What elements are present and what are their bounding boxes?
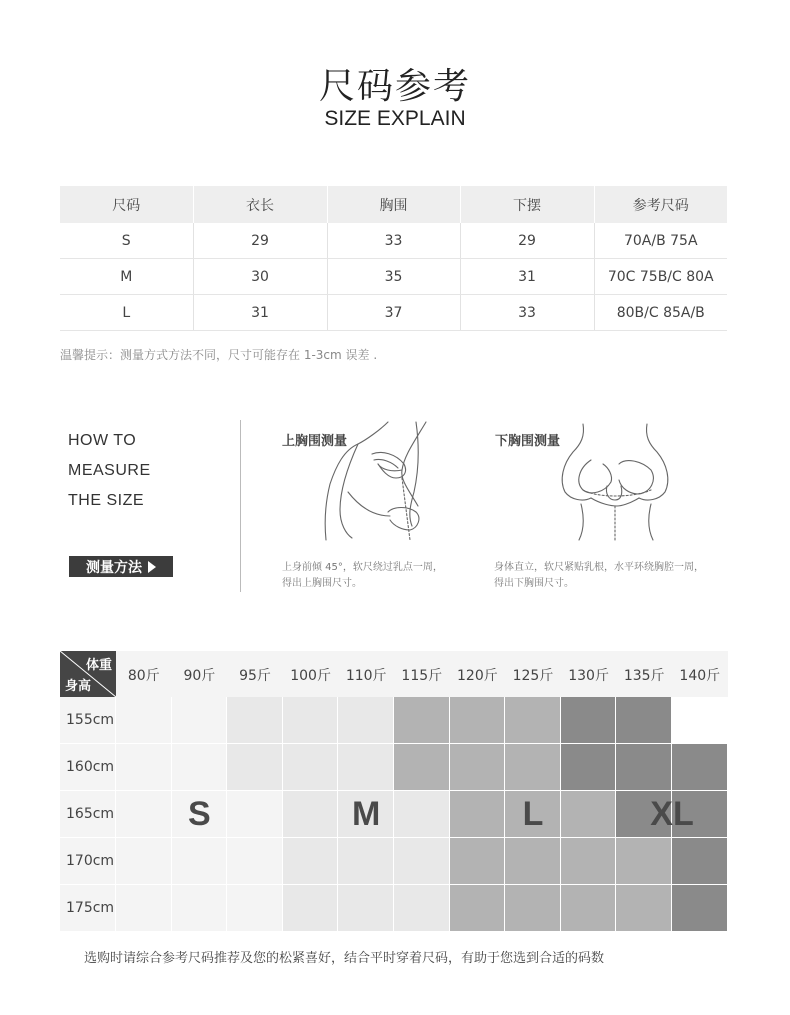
grid-cell	[672, 885, 728, 932]
grid-cell	[505, 744, 561, 791]
height-label: 170cm	[66, 853, 115, 869]
grid-cell	[172, 838, 228, 885]
size-note: 温馨提示：测量方式方法不同，尺寸可能存在 1-3cm 误差 .	[60, 348, 378, 362]
grid-cell	[116, 838, 172, 885]
weight-header-cell: 110斤	[345, 668, 387, 684]
corner-weight-label: 体重	[85, 658, 112, 673]
grid-cell	[338, 838, 394, 885]
grid-cell	[338, 885, 394, 932]
grid-cell	[505, 697, 561, 744]
weight-header-cell: 130斤	[568, 668, 609, 684]
size-label-m: M	[352, 795, 381, 833]
grid-cell	[450, 885, 506, 932]
grid-cell	[227, 744, 283, 791]
howto-line: THE SIZE	[68, 492, 145, 509]
grid-cell	[505, 838, 561, 885]
grid-footnote: 选购时请综合参考尺码推荐及您的松紧喜好，结合平时穿着尺码，有助于您选到合适的码数	[84, 951, 605, 966]
table-row	[60, 295, 727, 331]
grid-cell	[616, 697, 672, 744]
upper-bust-title: 上胸围测量	[282, 434, 348, 449]
table-cell: 33	[460, 295, 594, 331]
size-table-header-row	[60, 186, 727, 223]
grid-cell	[672, 744, 728, 791]
table-cell: 80B/C 85A/B	[594, 295, 727, 331]
grid-cell	[505, 885, 561, 932]
height-label: 155cm	[66, 712, 115, 728]
table-cell: 33	[327, 223, 460, 259]
col-header-length: 衣长	[193, 186, 327, 223]
grid-cell	[394, 744, 450, 791]
weight-header-cell: 115斤	[401, 668, 443, 684]
height-label: 165cm	[66, 806, 115, 822]
weight-header-cell: 90斤	[183, 668, 216, 684]
grid-cell	[227, 885, 283, 932]
grid-cell	[172, 697, 228, 744]
table-cell: 29	[193, 223, 327, 259]
grid-cell	[227, 838, 283, 885]
page-subtitle: SIZE EXPLAIN	[324, 107, 466, 130]
grid-cell	[672, 838, 728, 885]
size-table	[60, 186, 727, 331]
howto-line: MEASURE	[68, 462, 151, 479]
table-cell: S	[60, 223, 193, 259]
grid-cell	[561, 838, 617, 885]
grid-cell	[283, 885, 339, 932]
grid-cell	[616, 744, 672, 791]
grid-cell	[283, 744, 339, 791]
grid-cell	[283, 697, 339, 744]
upper-bust-description	[282, 560, 512, 592]
weight-header-cell: 120斤	[457, 668, 498, 684]
height-label: 160cm	[66, 759, 115, 775]
section-divider	[240, 420, 241, 592]
upper-bust-figure-icon	[318, 420, 438, 542]
table-cell: 29	[460, 223, 594, 259]
grid-cell	[394, 697, 450, 744]
upper-bust-desc-line: 得出上胸围尺寸。	[282, 578, 362, 589]
height-label: 175cm	[66, 900, 115, 916]
col-header-hem: 下摆	[460, 186, 594, 223]
table-cell: M	[60, 259, 193, 295]
table-cell: 30	[193, 259, 327, 295]
size-label-l: L	[522, 795, 544, 833]
grid-cell	[616, 838, 672, 885]
grid-cell	[172, 744, 228, 791]
lower-bust-description	[494, 560, 724, 592]
grid-cell	[450, 838, 506, 885]
measure-method-button[interactable]	[69, 556, 173, 577]
grid-corner-header	[60, 651, 116, 697]
table-cell: 70A/B 75A	[594, 223, 727, 259]
weight-header-cell: 125斤	[512, 668, 554, 684]
grid-cell	[338, 697, 394, 744]
weight-header-cell: 95斤	[239, 668, 271, 684]
weight-header-cell: 100斤	[290, 668, 331, 684]
grid-cell	[561, 744, 617, 791]
table-cell: L	[60, 295, 193, 331]
col-header-bust: 胸围	[327, 186, 460, 223]
weight-header-cell: 140斤	[679, 668, 721, 684]
grid-cell	[394, 885, 450, 932]
lower-bust-title: 下胸围测量	[495, 434, 561, 449]
grid-cell	[394, 838, 450, 885]
grid-cell	[616, 885, 672, 932]
col-header-ref-size: 参考尺码	[594, 186, 727, 223]
grid-cell	[172, 885, 228, 932]
size-label-xl: XL	[650, 795, 694, 833]
howto-line: HOW TO	[68, 432, 137, 449]
table-cell: 70C 75B/C 80A	[594, 259, 727, 295]
measure-method-label: 测量方法	[86, 559, 142, 576]
grid-cell	[227, 697, 283, 744]
weight-header-cell: 135斤	[623, 668, 665, 684]
table-cell: 31	[460, 259, 594, 295]
weight-header-cell: 80斤	[127, 668, 160, 684]
table-cell: 37	[327, 295, 460, 331]
grid-cell	[283, 838, 339, 885]
table-cell: 35	[327, 259, 460, 295]
grid-cell	[561, 697, 617, 744]
table-row	[60, 223, 727, 259]
grid-cell	[450, 744, 506, 791]
grid-cell	[116, 885, 172, 932]
lower-bust-desc-line: 得出下胸围尺寸。	[494, 578, 574, 589]
col-header-size: 尺码	[60, 186, 193, 223]
grid-cell	[116, 697, 172, 744]
lower-bust-desc-line: 身体直立，软尺紧贴乳根，水平环绕胸腔一周，	[494, 562, 704, 573]
size-label-s: S	[188, 795, 211, 833]
corner-height-label: 身高	[65, 679, 92, 694]
upper-bust-desc-line: 上身前倾 45°，软尺绕过乳点一周，	[282, 562, 443, 573]
grid-cell	[561, 885, 617, 932]
page-title: 尺码参考	[318, 66, 471, 107]
grid-cell	[116, 744, 172, 791]
play-triangle-icon	[148, 561, 156, 573]
lower-bust-figure-icon	[555, 420, 675, 542]
grid-cell	[450, 697, 506, 744]
grid-cell	[338, 744, 394, 791]
table-cell: 31	[193, 295, 327, 331]
howto-heading	[68, 426, 151, 516]
table-row	[60, 259, 727, 295]
